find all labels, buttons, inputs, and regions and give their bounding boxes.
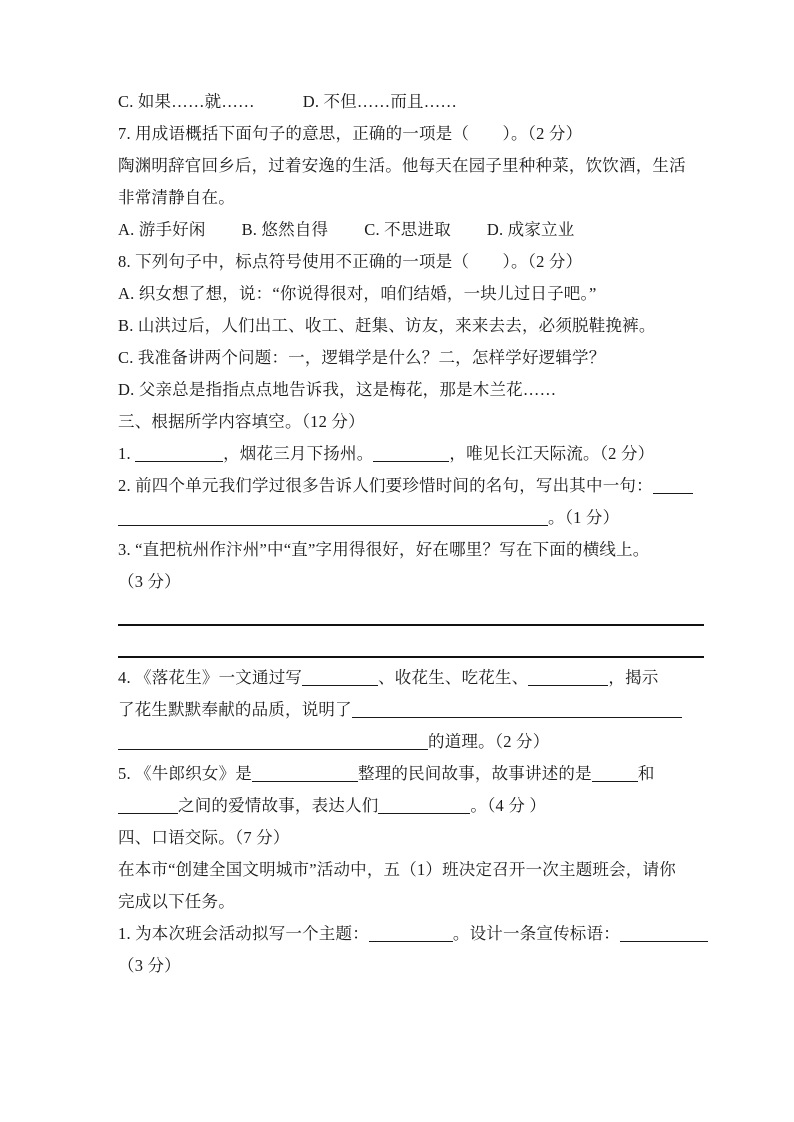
- s3-q4-line2: [118, 694, 704, 726]
- answer-rule: [118, 598, 704, 626]
- q8-option-c: [118, 342, 704, 374]
- text-segment: A. 织女想了想，说：“你说得很对，咱们结婚，一块儿过日子吧。”: [118, 284, 597, 303]
- spacer: [206, 234, 242, 235]
- text-segment: C. 不思进取: [364, 220, 451, 239]
- s4-q1-score: [118, 950, 704, 982]
- text-segment: 3. “直把杭州作汴州”中“直”字用得很好，好在哪里？写在下面的横线上。: [118, 540, 650, 559]
- text-segment: 三、根据所学内容填空。（12 分）: [118, 412, 365, 431]
- s3-q2-line1: [118, 470, 704, 502]
- text-segment: 。设计一条宣传标语：: [452, 924, 620, 943]
- text-segment: C. 我准备讲两个问题：一，逻辑学是什么？二，怎样学好逻辑学？: [118, 348, 606, 367]
- section3-heading: [118, 406, 704, 438]
- q7-passage-line2: [118, 182, 704, 214]
- text-segment: B. 悠然自得: [241, 220, 329, 239]
- text-segment: 。（1 分）: [548, 508, 620, 527]
- text-segment: 在本市“创建全国文明城市”活动中，五（1）班决定召开一次主题班会，请你: [118, 860, 676, 879]
- answer-blank: [135, 458, 223, 462]
- q8-option-b: [118, 310, 704, 342]
- text-segment: 和: [637, 764, 655, 783]
- q7-passage-line1: [118, 150, 704, 182]
- q6-options-c-d: [118, 86, 704, 118]
- spacer: [451, 234, 487, 235]
- s3-q1: [118, 438, 704, 470]
- answer-blank: [369, 938, 453, 942]
- answer-blank: [373, 458, 449, 462]
- text-segment: 8. 下列句子中，标点符号使用不正确的一项是（ ）。（2 分）: [118, 252, 583, 271]
- text-segment: 非常清静自在。: [118, 188, 235, 207]
- text-segment: 4. 《落花生》一文通过写: [118, 668, 303, 687]
- answer-blank: [118, 810, 178, 814]
- answer-blank: [352, 714, 682, 718]
- answer-blank: [118, 746, 428, 750]
- s3-q2-line2: [118, 502, 704, 534]
- text-segment: 7. 用成语概括下面句子的意思，正确的一项是（ ）。（2 分）: [118, 124, 583, 143]
- answer-blank: [620, 938, 708, 942]
- q8-stem: [118, 246, 704, 278]
- section4-heading: [118, 822, 704, 854]
- text-segment: 2. 前四个单元我们学过很多告诉人们要珍惜时间的名句，写出其中一句：: [118, 476, 653, 495]
- text-segment: （3 分）: [118, 572, 181, 591]
- answer-blank: [653, 490, 693, 494]
- text-segment: 1.: [118, 444, 136, 463]
- text-segment: 1. 为本次班会活动拟写一个主题：: [118, 924, 369, 943]
- text-segment: 陶渊明辞官回乡后，过着安逸的生活。他每天在园子里种种菜，饮饮酒，生活: [118, 156, 686, 175]
- text-segment: 之间的爱情故事，表达人们: [178, 796, 379, 815]
- s4-intro-line1: [118, 854, 704, 886]
- spacer: [255, 106, 303, 107]
- answer-rule: [118, 630, 704, 658]
- text-segment: ，烟花三月下扬州。: [223, 444, 374, 463]
- s3-q3-answer-rule-1: [118, 598, 704, 630]
- q8-option-a: [118, 278, 704, 310]
- text-segment: ，唯见长江天际流。（2 分）: [449, 444, 655, 463]
- text-segment: 5. 《牛郎织女》是: [118, 764, 252, 783]
- text-segment: （3 分）: [118, 956, 181, 975]
- text-segment: 整理的民间故事，故事讲述的是: [358, 764, 592, 783]
- text-segment: D. 成家立业: [486, 220, 575, 239]
- spacer: [328, 234, 364, 235]
- answer-blank: [252, 778, 358, 782]
- s3-q5-line2: [118, 790, 704, 822]
- text-segment: 的道理。（2 分）: [428, 732, 550, 751]
- answer-blank: [118, 522, 548, 526]
- q8-option-d: [118, 374, 704, 406]
- text-segment: ，揭示: [608, 668, 659, 687]
- text-segment: B. 山洪过后，人们出工、收工、赶集、访友，来来去去，必须脱鞋挽裤。: [118, 316, 656, 335]
- text-segment: 完成以下任务。: [118, 892, 235, 911]
- s3-q3-answer-rule-2: [118, 630, 704, 662]
- q7-options: [118, 214, 704, 246]
- text-segment: 了花生默默奉献的品质，说明了: [118, 700, 352, 719]
- text-segment: 、收花生、吃花生、: [378, 668, 529, 687]
- text-segment: D. 父亲总是指指点点地告诉我，这是梅花，那是木兰花……: [118, 380, 557, 399]
- s3-q3-line2: [118, 566, 704, 598]
- text-segment: D. 不但……而且……: [302, 92, 458, 111]
- s3-q4-line1: [118, 662, 704, 694]
- text-segment: 。（4 分 ）: [470, 796, 547, 815]
- s3-q4-line3: [118, 726, 704, 758]
- text-segment: A. 游手好闲: [118, 220, 206, 239]
- q7-stem: [118, 118, 704, 150]
- s3-q3-line1: [118, 534, 704, 566]
- answer-blank: [378, 810, 470, 814]
- text-segment: 四、口语交际。（7 分）: [118, 828, 290, 847]
- s4-intro-line2: [118, 886, 704, 918]
- s4-q1: [118, 918, 704, 950]
- answer-blank: [302, 682, 378, 686]
- answer-blank: [528, 682, 608, 686]
- text-segment: C. 如果……就……: [118, 92, 255, 111]
- answer-blank: [592, 778, 638, 782]
- s3-q5-line1: [118, 758, 704, 790]
